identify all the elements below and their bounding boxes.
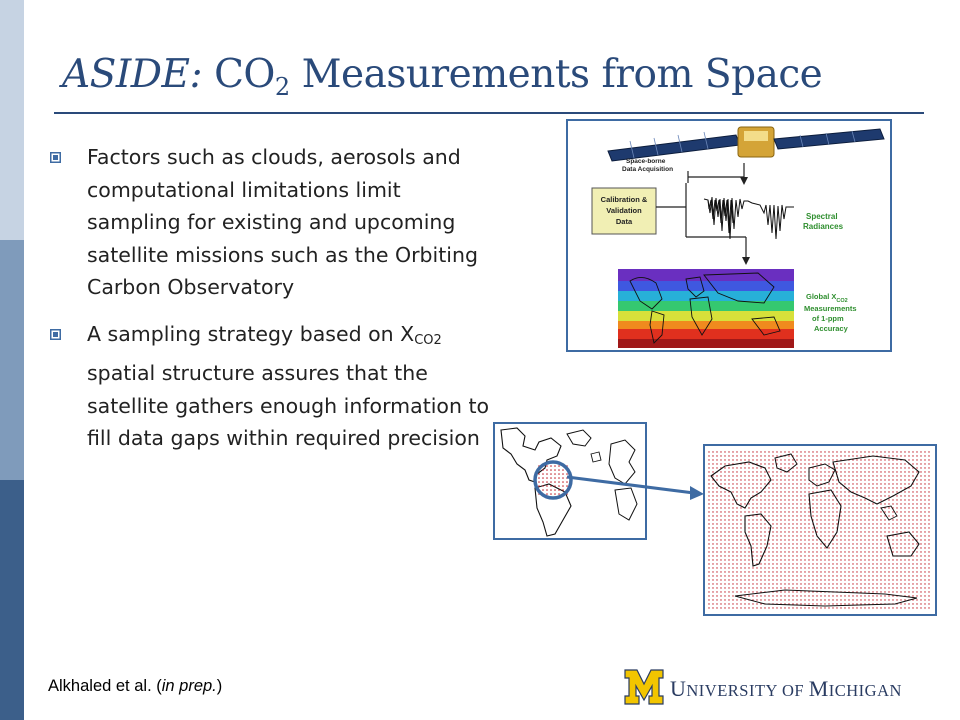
regional-map-graphic [495, 424, 645, 538]
acq-label-2: Data Acquisition [622, 166, 674, 173]
university-logo [624, 666, 924, 712]
side-accent-bar [0, 0, 24, 720]
side-bar-segment-medium [0, 240, 24, 480]
bullet-text-post: spatial structure assures that the satellite gathers enough information to fill data gaps within required precision [87, 361, 490, 450]
sampling-dots-regional [538, 465, 568, 495]
spectral-label-1: Spectral [806, 212, 838, 221]
regional-sampling-map [493, 422, 647, 540]
title-co: CO [202, 52, 275, 97]
university-wordmark: UNIVERSITY OF MICHIGAN [670, 676, 902, 701]
side-bar-segment-light [0, 0, 24, 240]
satellite-icon [608, 127, 884, 161]
calibration-box-line-1: Calibration & [600, 195, 648, 204]
title-rest: Measurements from Space [289, 52, 823, 97]
title-subscript: 2 [274, 73, 290, 101]
citation [48, 677, 222, 696]
global-label-4: Accuracy [814, 324, 848, 333]
citation-status: in prep. [161, 677, 217, 695]
bullet-item [48, 318, 498, 455]
global-label-3: of 1-ppm [812, 314, 844, 323]
side-bar-segment-dark [0, 480, 24, 720]
title-underline [54, 112, 924, 114]
bullet-item [48, 141, 498, 304]
satellite-data-flow-figure [566, 119, 892, 352]
block-m-icon [624, 668, 664, 706]
highlight-circle [535, 462, 571, 498]
bullet-text: Factors such as clouds, aerosols and computational limitations limit sampling for existing and upcoming satellite missions such as the Orbiting Carbon Observatory [87, 145, 478, 299]
sampling-dots-global [708, 451, 929, 608]
bullet-list [48, 141, 498, 469]
square-bullet-icon [50, 152, 61, 163]
global-co2-map [618, 269, 794, 348]
calibration-box-line-3: Data [615, 217, 633, 226]
acq-label-1: Space-borne [626, 158, 666, 165]
citation-authors: Alkhaled et al. ( [48, 677, 162, 695]
bullet-text-pre: A sampling strategy based on X [87, 321, 415, 346]
global-label-1: Global $X_{CO2}$ [806, 292, 848, 304]
global-map-graphic [705, 446, 935, 614]
flow-diagram-graphic [568, 121, 890, 350]
bullet-subscript: CO2 [414, 332, 442, 348]
calibration-box-line-2: Validation [606, 206, 642, 215]
global-sampling-map [703, 444, 937, 616]
spectral-label-2: Radiances [803, 222, 844, 231]
citation-close: ) [216, 677, 223, 695]
global-label-2: Measurements [804, 304, 857, 313]
slide-title [62, 52, 822, 101]
title-aside: ASIDE: [62, 52, 203, 97]
square-bullet-icon [50, 329, 61, 340]
